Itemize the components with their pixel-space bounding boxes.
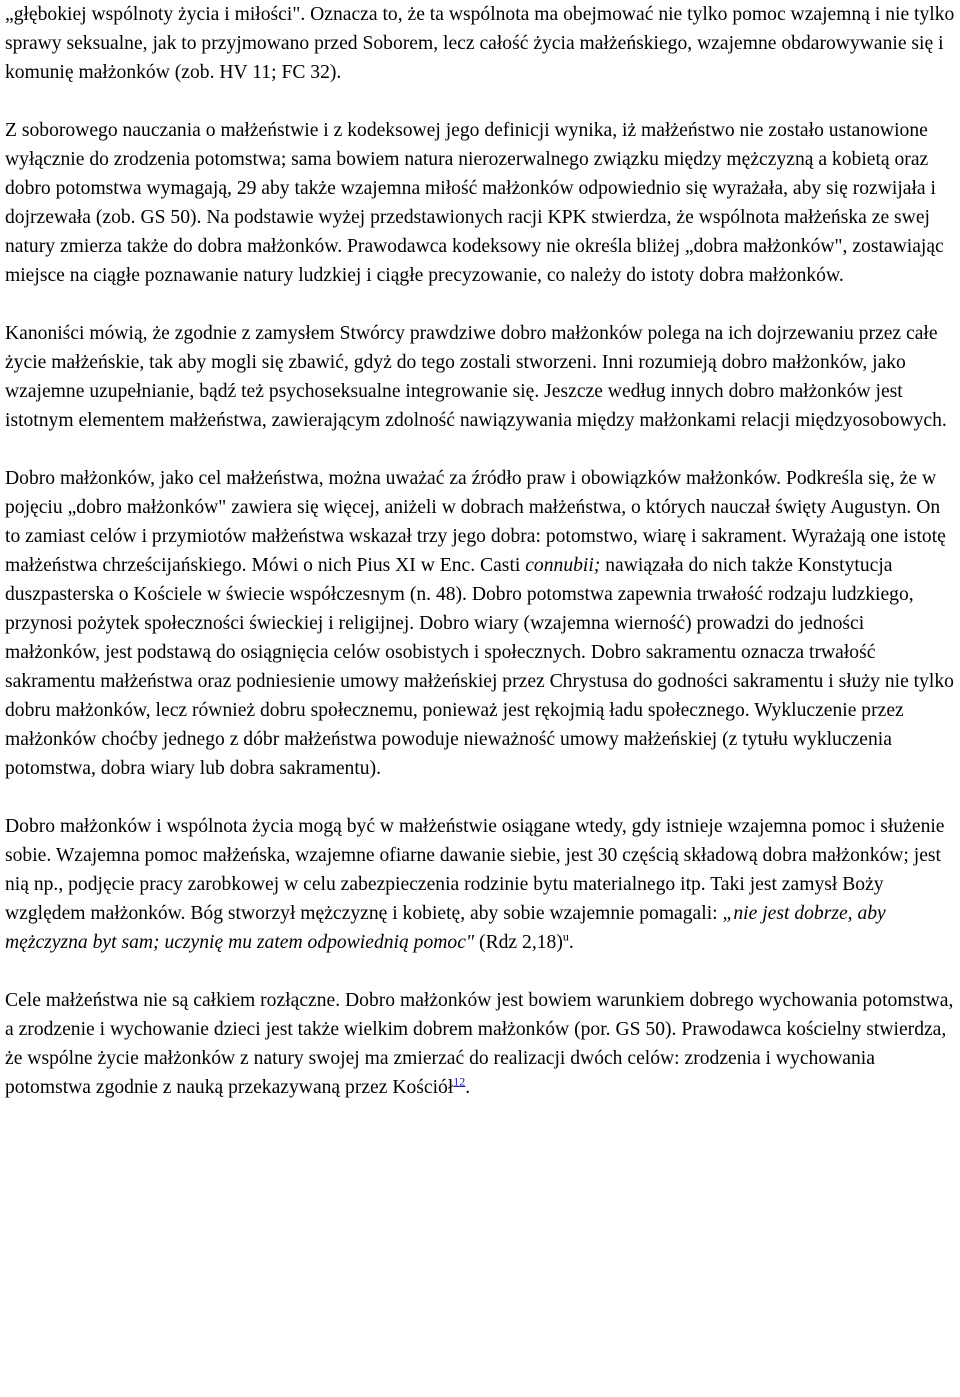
text-segment: Dobro wiary (wzajemna wierność) prowadzi do jedności małżonków, jest podstawą do osiągnięcia celów osobistych i społecznych.	[5, 613, 865, 663]
text-segment: Inni rozumieją dobro małżonków, jako wzajemne uzupełnianie, bądź też psychoseksualne integrowanie się.	[5, 352, 906, 402]
paragraph-6	[5, 986, 957, 1102]
text-segment: Podkreśla się, że w pojęciu „dobro małżonków" zawiera się więcej, aniżeli w dobrach małżeństwa, o których nauczał święty Augustyn.	[5, 468, 937, 518]
text-segment: Bóg stworzył mężczyznę i kobietę, aby sobie wzajemnie pomagali:	[190, 903, 723, 924]
text-segment: Oznacza to, że ta wspólnota ma obejmować nie tylko pomoc wzajemną i nie tylko sprawy seksualne, jak to przyjmowano przed Soborem, lecz całość życia małżeńskiego, wzajemne obdarowywanie się i komunię małżonków	[5, 4, 955, 83]
italic-text: connubii;	[525, 555, 601, 576]
text-segment: On to zamiast celów i przymiotów małżeństwa wskazał trzy jego dobra: potomstwo, wiarę i sakrament.	[5, 497, 941, 547]
text-segment: Dobro sakramentu oznacza trwałość sakramentu małżeństwa oraz podniesienie umowy małżeńskiej przez Chrystusa do godności sakramentu i służy nie tylko dobru małżonków, lecz również dobru społecznemu, ponieważ jest rękojmią ładu społecznego.	[5, 642, 954, 721]
text-segment: .	[568, 932, 574, 953]
text-segment: (zob. HV 11; FC 32).	[174, 62, 342, 83]
text-segment: Wykluczenie przez małżonków choćby jednego z dóbr małżeństwa powoduje nieważność umowy małżeńskiej (z tytułu wykluczenia potomstwa, dobra wiary lub dobra sakramentu).	[5, 700, 904, 779]
text-segment: Casti	[480, 555, 526, 576]
superscript-marker: u	[562, 929, 569, 944]
footnote-link[interactable]: 12	[453, 1074, 466, 1089]
text-segment: „głębokiej wspólnoty życia i miłości".	[5, 4, 311, 25]
text-segment: Na podstawie wyżej przedstawionych racji KPK stwierdza, że wspólnota małżeńska ze swej natury zmierza także do dobra małżonków.	[5, 207, 930, 257]
paragraph-4	[5, 464, 957, 783]
text-segment: Prawodawca kościelny stwierdza, że wspólne życie małżonków z natury swojej ma zmierzać do realizacji dwóch celów: zrodzenia i wychowania potomstwa zgodnie z nauką przekazywaną przez Kościół	[5, 1019, 947, 1098]
text-segment: Dobro małżonków jest bowiem warunkiem dobrego wychowania potomstwa, a zrodzenie i wychowanie dzieci jest także wielkim dobrem małżonków (por. GS 50).	[5, 990, 954, 1040]
text-segment: Mówi o nich Pius XI w Enc.	[251, 555, 481, 576]
text-segment: nawiązała do nich także Konstytucja duszpasterska o Kościele w świecie współczesnym (n. 48).	[5, 555, 893, 605]
paragraph-1	[5, 0, 957, 87]
text-segment: (Rdz 2,18)	[474, 932, 563, 953]
text-segment: Dobro małżonków, jako cel małżeństwa, można uważać za źródło praw i obowiązków małżonków.	[5, 468, 786, 489]
paragraph-2	[5, 116, 957, 290]
text-segment: Jeszcze według innych dobro małżonków jest istotnym elementem małżeństwa, zawierającym zdolność nawiązywania między małżonkami relacji międzyosobowych.	[5, 381, 947, 431]
paragraph-3	[5, 319, 957, 435]
text-segment: Z soborowego nauczania o małżeństwie i z kodeksowej jego definicji wynika, iż małżeństwo nie zostało ustanowione wyłącznie do zrodzenia potomstwa; sama bowiem natura nierozerwalnego związku między mężczyzną a kobietą oraz dobro potomstwa wymagają, 29 aby także wzajemna miłość małżonków odpowiednio się wyrażała, aby się rozwijała i dojrzewała (zob. GS 50).	[5, 120, 936, 228]
text-segment: Dobro małżonków i wspólnota życia mogą być w małżeństwie osiągane wtedy, gdy istnieje wzajemna pomoc i służenie sobie.	[5, 816, 945, 866]
text-segment: .	[465, 1077, 471, 1098]
text-segment: Wyrażają one istotę małżeństwa chrześcijańskiego.	[5, 526, 946, 576]
text-segment: Cele małżeństwa nie są całkiem rozłączne.	[5, 990, 346, 1011]
document-page	[5, 0, 957, 1102]
italic-text: „nie jest dobrze, aby mężczyzna byt sam; uczynię mu zatem odpowiednią pomoc"	[5, 903, 886, 953]
paragraph-5	[5, 812, 957, 957]
text-segment: Kanoniści mówią, że zgodnie z zamysłem Stwórcy prawdziwe dobro małżonków polega na ich dojrzewaniu przez całe życie małżeńskie, tak aby mogli się zbawić, gdyż do tego zostali stworzeni.	[5, 323, 938, 373]
text-segment: Taki jest zamysł Boży względem małżonków.	[5, 874, 884, 924]
text-segment: Dobro potomstwa zapewnia trwałość rodzaju ludzkiego, przynosi pożytek społeczności świeckiej i religijnej.	[5, 584, 914, 634]
text-segment: Wzajemna pomoc małżeńska, wzajemne ofiarne dawanie siebie, jest 30 częścią składową dobra małżonków; jest nią np., podjęcie pracy zarobkowej w celu zabezpieczenia rodzinie bytu materialnego itp.	[5, 845, 941, 895]
text-segment: Prawodawca kodeksowy nie określa bliżej „dobra małżonków", zostawiając miejsce na ciągłe poznawanie natury ludzkiej i ciągłe precyzowanie, co należy do istoty dobra małżonków.	[5, 236, 944, 286]
